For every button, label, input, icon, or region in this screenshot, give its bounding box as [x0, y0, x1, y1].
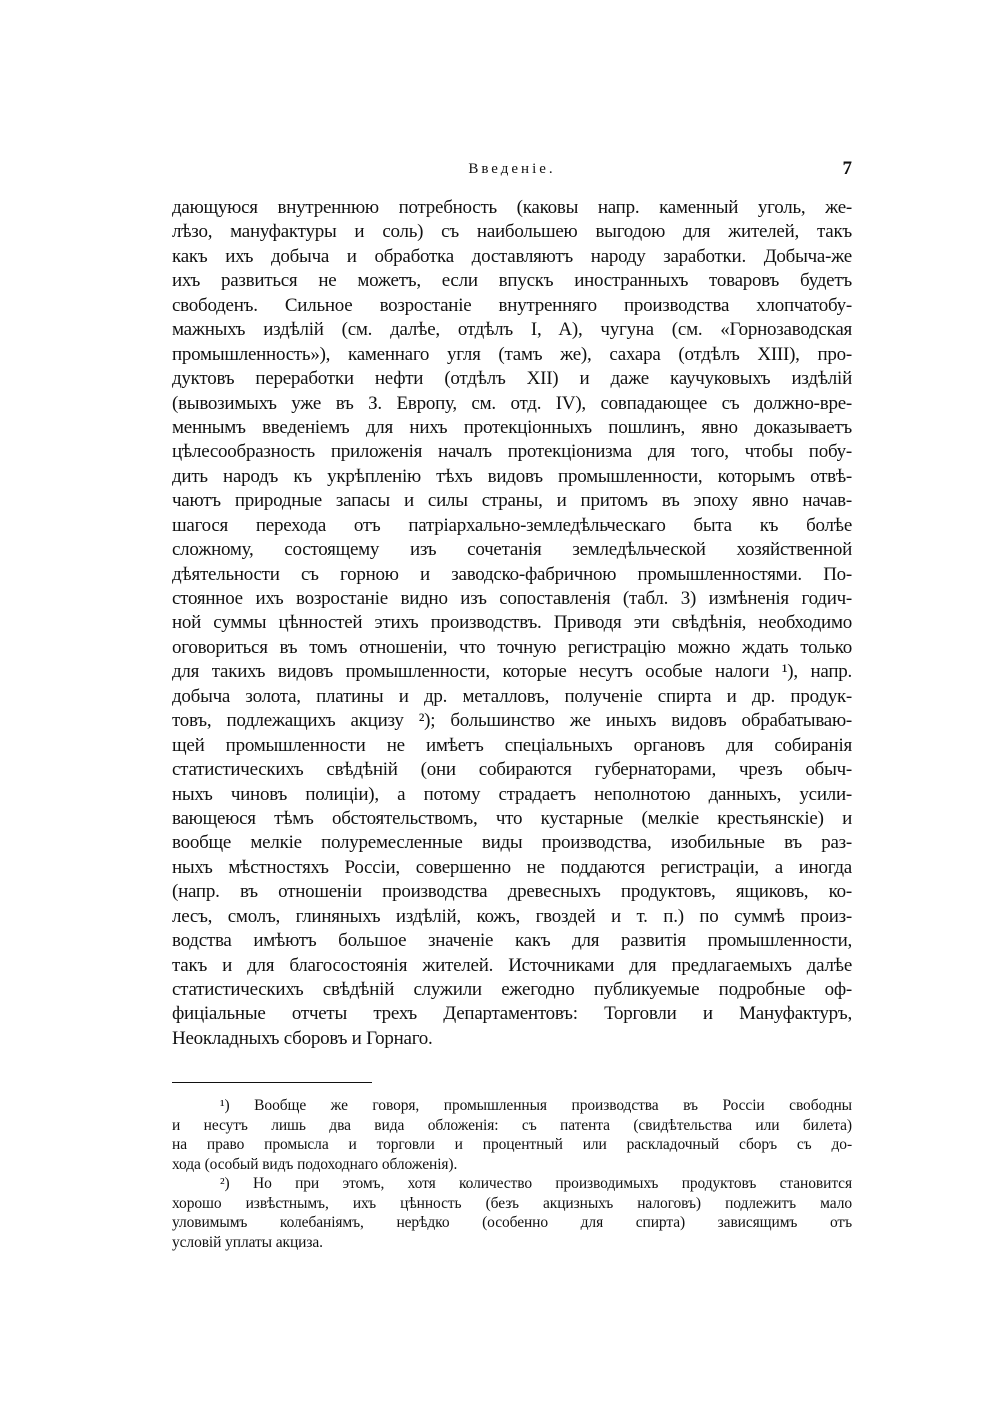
body-line: добыча золота, платины и др. металловъ, полученіе спирта и др. продук-	[172, 685, 852, 707]
body-line: дающуюся внутреннюю потребность (каковы напр. каменный уголь, же-	[172, 197, 852, 218]
body-line: дѣятельности съ горною и заводско-фабричною промышленностями. По-	[172, 563, 852, 585]
body-line: щей промышленности не имѣетъ спеціальныхъ органовъ для собиранія	[172, 734, 852, 756]
body-line: мажныхъ издѣлій (см. далѣе, отдѣлъ I, A), чугуна (см. «Горнозаводская	[172, 319, 852, 341]
body-line: стоянное ихъ возростаніе видно изъ сопоставленія (табл. 3) измѣненія годич-	[172, 588, 852, 609]
body-line: вообще мелкіе полуремесленные виды производства, изобильные въ раз-	[172, 832, 852, 854]
body-line: (напр. въ отношеніи производства древесныхъ продуктовъ, ящиковъ, ко-	[172, 881, 852, 903]
body-line: цѣлесообразность приложенія началъ протекціонизма для того, чтобы побу-	[172, 441, 852, 463]
body-line: (вывозимыхъ уже въ З. Европу, см. отд. IV), совпадающее съ должно-вре-	[172, 392, 852, 414]
footnote-line: хода (особый видъ подоходнаго обложенія).	[172, 1155, 458, 1173]
body-line: лесъ, смолъ, глиняныхъ издѣлій, кожъ, гвоздей и т. п.) по суммѣ произ-	[172, 905, 852, 927]
body-line: ихъ развиться не можетъ, если впускъ иностранныхъ товаровъ будетъ	[172, 270, 852, 292]
body-line: статистическихъ свѣдѣній служили ежегодно публикуемые подробные оф-	[172, 979, 852, 1000]
body-line: оговориться въ томъ отношеніи, что точную регистрацію можно ждать только	[172, 636, 852, 658]
body-line: товъ, подлежащихъ акцизу ²); большинство же иныхъ видовъ обрабатываю-	[172, 710, 852, 732]
body-line: водства имѣютъ большое значеніе какъ для развитія промышленности,	[172, 930, 852, 952]
body-text	[172, 196, 852, 1051]
body-line: сложному, состоящему изъ сочетанія земледѣльческой хозяйственной	[172, 539, 852, 561]
body-line: ныхъ мѣстностяхъ Россіи, совершенно не поддаются регистраціи, а иногда	[172, 856, 852, 878]
body-line: дуктовъ переработки нефти (отдѣлъ XII) и даже каучуковыхъ издѣлій	[172, 368, 852, 390]
running-title: Введеніе.	[468, 161, 556, 177]
body-line: шагося перехода отъ патріархально-земледѣльческаго быта къ болѣе	[172, 514, 852, 536]
body-line: какъ ихъ добыча и обработка доставляютъ народу заработки. Добыча-же	[172, 245, 852, 267]
footnote-line: ²) Но при этомъ, хотя количество производимыхъ продуктовъ становится	[220, 1175, 852, 1192]
body-line: для такихъ видовъ промышленности, которые несутъ особые налоги ¹), напр.	[172, 661, 852, 683]
footnote-line: и несутъ лишь два вида обложенія: съ патента (свидѣтельства или билета)	[172, 1116, 852, 1134]
footnote-line: уловимымъ колебаніямъ, нерѣдко (особенно для спирта) зависящимъ отъ	[172, 1214, 852, 1231]
body-line: чаютъ природные запасы и силы страны, и притомъ въ эпоху явно начав-	[172, 490, 852, 512]
body-line: вающеюся тѣмъ обстоятельствомъ, что кустарные (мелкіе крестьянскіе) и	[172, 807, 852, 829]
body-line: такъ и для благосостоянія жителей. Источниками для предлагаемыхъ далѣе	[172, 954, 852, 976]
footnote-line: хорошо извѣстнымъ, ихъ цѣнность (безъ акцизныхъ налоговъ) подлежитъ мало	[172, 1194, 852, 1212]
footnotes	[172, 1096, 852, 1252]
footnote-line: условій уплаты акциза.	[172, 1233, 323, 1251]
body-line: свободенъ. Сильное возростаніе внутренняго производства хлопчатобу-	[172, 294, 852, 316]
body-line: лѣзо, мануфактуры и соль) съ наибольшею выгодою для жителей, такъ	[172, 221, 852, 243]
footnote-line: ¹) Вообще же говоря, промышленныя производства въ Россіи свободны	[220, 1097, 852, 1114]
body-line: промышленность»), каменнаго угля (тамъ же), сахара (отдѣлъ XIII), про-	[172, 343, 852, 365]
page-header	[172, 158, 852, 182]
body-line: фиціальные отчеты трехъ Департаментовъ: Торговли и Мануфактуръ,	[172, 1003, 852, 1025]
body-line: ныхъ чиновъ полиціи), а потому страдаетъ неполнотою данныхъ, усили-	[172, 783, 852, 805]
body-line: дить народъ къ укрѣпленію тѣхъ видовъ промышленности, которымъ отвѣ-	[172, 465, 852, 487]
body-line: ной суммы цѣнностей этихъ производствъ. Приводя эти свѣдѣнія, необходимо	[172, 612, 852, 634]
body-line: Неокладныхъ сборовъ и Горнаго.	[172, 1027, 433, 1049]
footnote-rule	[172, 1082, 372, 1083]
footnote-line: на право промысла и торговли и процентный или раскладочный сборъ съ до-	[172, 1136, 852, 1153]
page-number: 7	[842, 158, 852, 179]
body-line: меннымъ введеніемъ для нихъ протекціонныхъ пошлинъ, явно доказываетъ	[172, 416, 852, 438]
body-line: статистическихъ свѣдѣній (они собираются губернаторами, чрезъ обыч-	[172, 759, 852, 781]
